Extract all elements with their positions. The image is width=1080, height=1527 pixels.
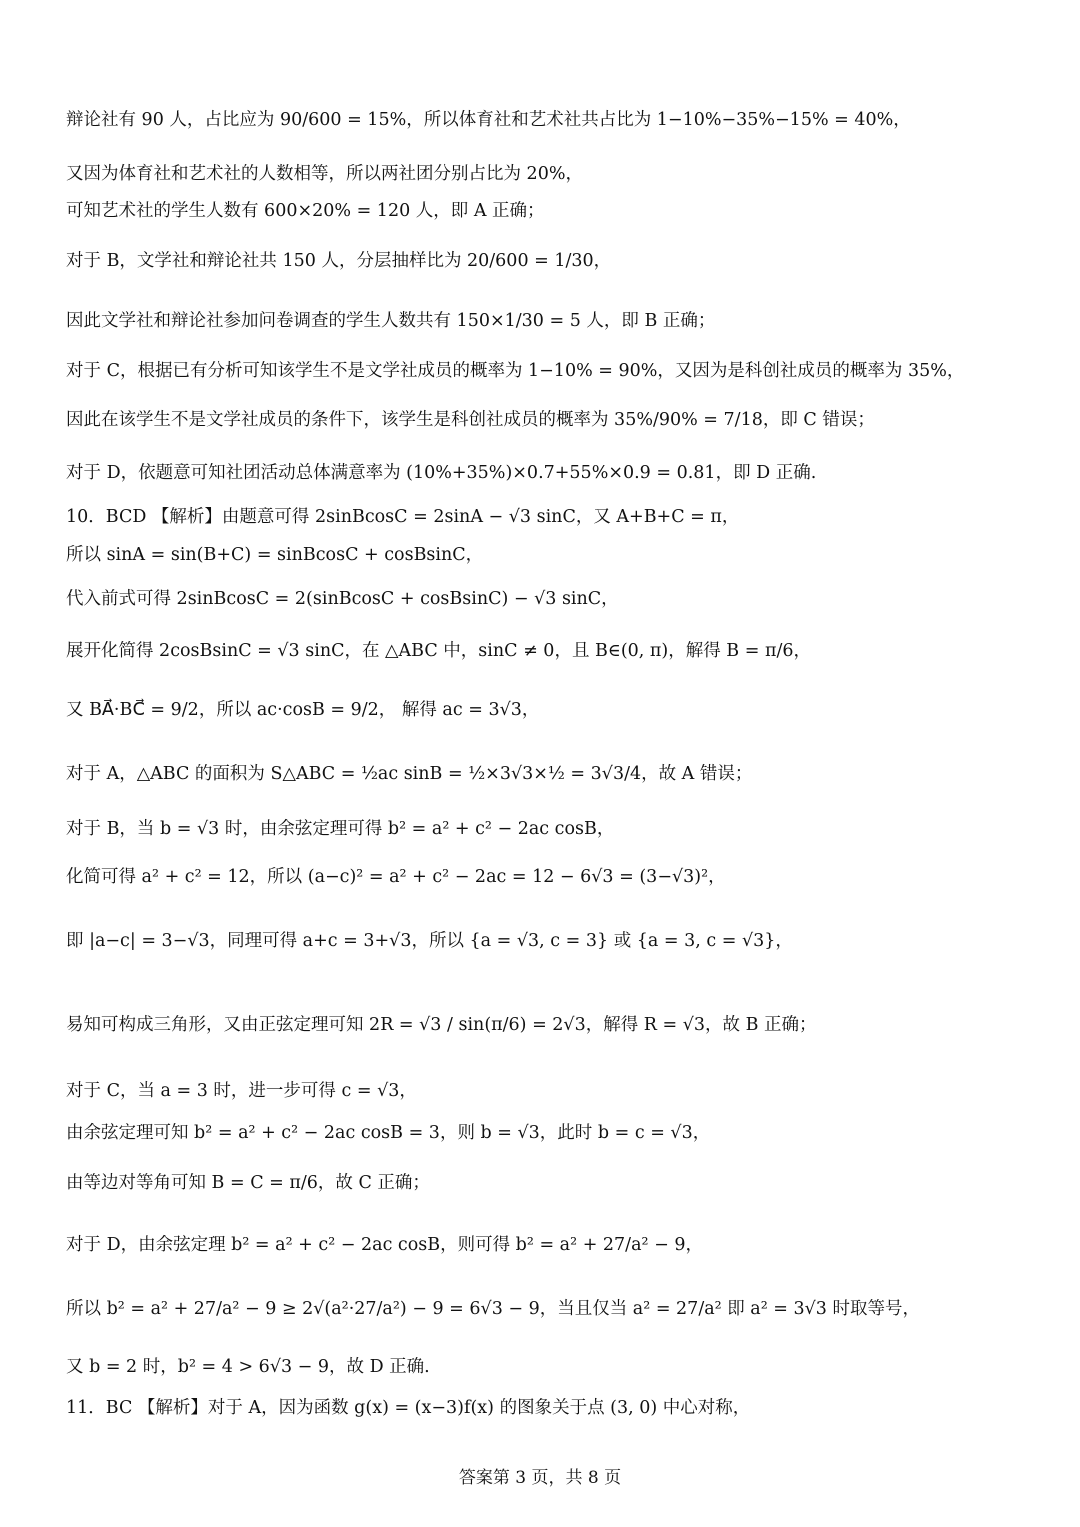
text-line-5: 因此文学社和辩论社参加问卷调查的学生人数共有 150×1/30 = 5 人，即 B 正确； <box>66 311 716 331</box>
text-line-20: 由余弦定理可知 b² = a² + c² − 2ac cosB = 3，则 b = √3，此时 b = c = √3， <box>66 1123 711 1143</box>
text-line-4: 对于 B，文学社和辩论社共 150 人，分层抽样比为 20/600 = 1/30， <box>66 251 612 271</box>
text-line-13: 又 BA⃗·BC⃗ = 9/2，所以 ac·cosB = 9/2， 解得 ac = 3√3， <box>66 700 540 720</box>
text-line-10: 所以 sinA = sin(B+C) = sinBcosC + cosBsinC， <box>66 545 484 565</box>
text-line-3: 可知艺术社的学生人数有 600×20% = 120 人，即 A 正确； <box>66 201 545 221</box>
text-line-7: 因此在该学生不是文学社成员的条件下，该学生是科创社成员的概率为 35%/90% = 7/18，即 C 错误； <box>66 410 875 430</box>
text-line-22: 对于 D，由余弦定理 b² = a² + c² − 2ac cosB，则可得 b² = a² + 27/a² − 9， <box>66 1235 703 1255</box>
problem-10-header: 10．BCD 【解析】由题意可得 2sinBcosC = 2sinA − √3 sinC，又 A+B+C = π， <box>66 507 740 527</box>
text-line-18: 易知可构成三角形，又由正弦定理可知 2R = √3 / sin(π/6) = 2√3，解得 R = √3，故 B 正确； <box>66 1015 817 1035</box>
text-line-21: 由等边对等角可知 B = C = π/6，故 C 正确； <box>66 1173 430 1193</box>
text-line-12: 展开化简得 2cosBsinC = √3 sinC，在 △ABC 中，sinC ≠ 0，且 B∈(0, π)，解得 B = π/6， <box>66 641 811 661</box>
text-line-15: 对于 B，当 b = √3 时，由余弦定理可得 b² = a² + c² − 2ac cosB， <box>66 819 615 839</box>
text-line-16: 化简可得 a² + c² = 12，所以 (a−c)² = a² + c² − 2ac = 12 − 6√3 = (3−√3)²， <box>66 867 726 887</box>
text-line-11: 代入前式可得 2sinBcosC = 2(sinBcosC + cosBsinC) − √3 sinC， <box>66 589 619 609</box>
text-line-24: 又 b = 2 时，b² = 4 > 6√3 − 9，故 D 正确. <box>66 1357 430 1377</box>
problem-11-header: 11．BC 【解析】对于 A，因为函数 g(x) = (x−3)f(x) 的图象关于点 (3, 0) 中心对称， <box>66 1398 751 1418</box>
text-line-14: 对于 A，△ABC 的面积为 S△ABC = ½ac sinB = ½×3√3×½ = 3√3/4，故 A 错误； <box>66 764 753 784</box>
text-line-8: 对于 D，依题意可知社团活动总体满意率为 (10%+35%)×0.7+55%×0.9 = 0.81，即 D 正确. <box>66 463 817 483</box>
text-line-2: 又因为体育社和艺术社的人数相等，所以两社团分别占比为 20%， <box>66 164 583 184</box>
text-line-1: 辩论社有 90 人，占比应为 90/600 = 15%，所以体育社和艺术社共占比为 1−10%−35%−15% = 40%， <box>66 110 911 130</box>
text-line-6: 对于 C，根据已有分析可知该学生不是文学社成员的概率为 1−10% = 90%，又因为是科创社成员的概率为 35%， <box>66 361 965 381</box>
page-footer: 答案第 3 页，共 8 页 <box>458 1468 622 1488</box>
text-line-19: 对于 C，当 a = 3 时，进一步可得 c = √3， <box>66 1081 417 1101</box>
text-line-23: 所以 b² = a² + 27/a² − 9 ≥ 2√(a²·27/a²) − 9 = 6√3 − 9，当且仅当 a² = 27/a² 即 a² = 3√3 时取等号， <box>66 1299 921 1319</box>
text-line-17: 即 |a−c| = 3−√3，同理可得 a+c = 3+√3，所以 {a = √3, c = 3} 或 {a = 3, c = √3}， <box>66 931 793 951</box>
